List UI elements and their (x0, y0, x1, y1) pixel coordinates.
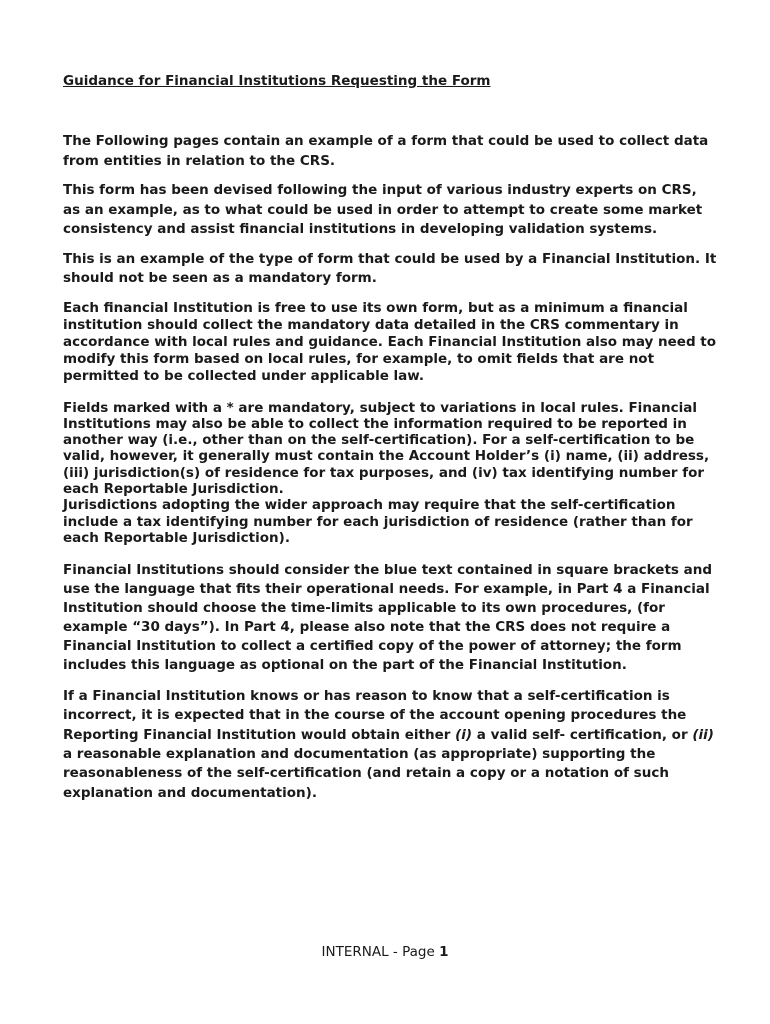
paragraph-blue-text: Financial Institutions should consider the blue text contained in square brackets and use the language that fits their operational needs. For example, in Part 4 a Financial Institution should choose the time-limits applicable to its own procedures, (for example “30 days”). In Part 4, please also note that the CRS does not require a Financial Institution to collect a certified copy of the power of attorney; the form includes this language as optional on the part of the Financial Institution. (63, 562, 713, 674)
page-footer (0, 944, 770, 960)
paragraph-text-part: a valid self- certification, or (472, 726, 693, 743)
paragraph-intro: The Following pages contain an example of a form that could be used to collect data from entities in relation to the CRS. (63, 133, 709, 169)
paragraph-form-devised: This form has been devised following the input of various industry experts on CRS, as an example, as to what could be used in order to attempt to create some market consistency and assist financial institutions in developing validation systems. (63, 182, 703, 237)
paragraph-text-part: If a Financial Institution knows or has reason to know that a self-certification is incorrect, it is expected that in the course of the account opening procedures the Reporting Financial Institution would obtain either (63, 688, 687, 743)
document-page (63, 73, 718, 803)
paragraph-mandatory-fields: Fields marked with a * are mandatory, subject to variations in local rules. Financial Institutions may also be able to collect the information required to be reported in another way (i.e., other than on the self-certification). For a self-certification to be valid, however, it generally must contain the Account Holder’s (i) name, (ii) address, (iii) jurisdiction(s) of residence for tax purposes, and (iv) tax identifying number for each Reportable Jurisdiction. (63, 399, 710, 497)
paragraph-incorrect-self-certification (63, 687, 718, 803)
paragraph-example-form: This is an example of the type of form that could be used by a Financial Institution. It should not be seen as a mandatory form. (63, 250, 717, 286)
page-number: 1 (439, 944, 449, 960)
paragraph-wider-approach: Jurisdictions adopting the wider approach may require that the self-certification include a tax identifying number for each jurisdiction of residence (rather than for each Reportable Jurisdiction). (63, 497, 693, 546)
paragraph-text-part: a reasonable explanation and documentation (as appropriate) supporting the reasonableness of the self-certification (and retain a copy or a notation of such explanation and documentation). (63, 746, 669, 801)
roman-numeral-ii: (ii) (692, 726, 714, 743)
roman-numeral-i: (i) (455, 726, 473, 743)
paragraph-own-form: Each financial Institution is free to use its own form, but as a minimum a financial institution should collect the mandatory data detailed in the CRS commentary in accordance with local rules and guidance. Each Financial Institution also may need to modify this form based on local rules, for example, to omit fields that are not permitted to be collected under applicable law. (63, 299, 717, 384)
document-heading: Guidance for Financial Institutions Requesting the Form (63, 73, 491, 89)
footer-label: INTERNAL - Page (321, 944, 440, 960)
